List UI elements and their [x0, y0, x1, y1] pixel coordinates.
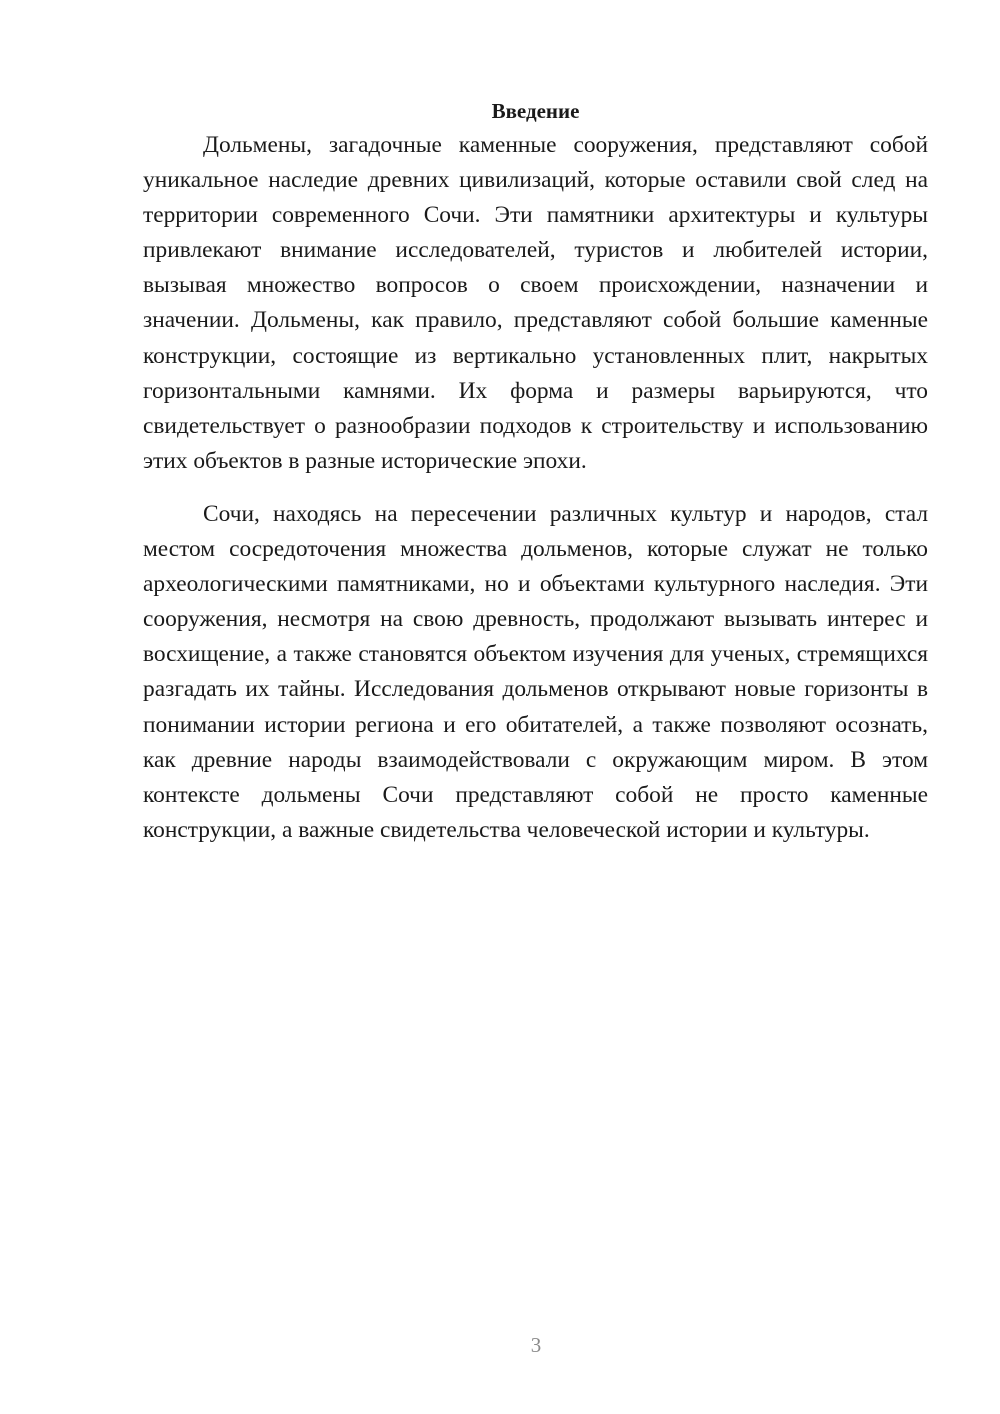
page-content: [143, 96, 928, 848]
paragraph-1: Дольмены, загадочные каменные сооружения, представляют собой уникальное наследие древних цивилизаций, которые оставили свой след на территории современного Сочи. Эти памятники архитектуры и культуры привлекают внимание исследователей, туристов и любителей истории, вызывая множество вопросов о своем происхождении, назначении и значении. Дольмены, как правило, представляют собой большие каменные конструкции, состоящие из вертикально установленных плит, накрытых горизонтальными камнями. Их форма и размеры варьируются, что свидетельствует о разнообразии подходов к строительству и использованию этих объектов в разные исторические эпохи.: [143, 132, 928, 474]
page-number: 3: [530, 1333, 542, 1357]
paragraph-2: Сочи, находясь на пересечении различных культур и народов, стал местом сосредоточения множества дольменов, которые служат не только археологическими памятниками, но и объектами культурного наследия. Эти сооружения, несмотря на свою древность, продолжают вызывать интерес и восхищение, а также становятся объектом изучения для ученых, стремящихся разгадать их тайны. Исследования дольменов открывают новые горизонты в понимании истории региона и его обитателей, а также позволяют осознать, как древние народы взаимодействовали с окружающим миром. В этом контексте дольмены Сочи представляют собой не просто каменные конструкции, а важные свидетельства человеческой истории и культуры.: [143, 500, 928, 843]
section-heading: Введение: [491, 99, 580, 123]
